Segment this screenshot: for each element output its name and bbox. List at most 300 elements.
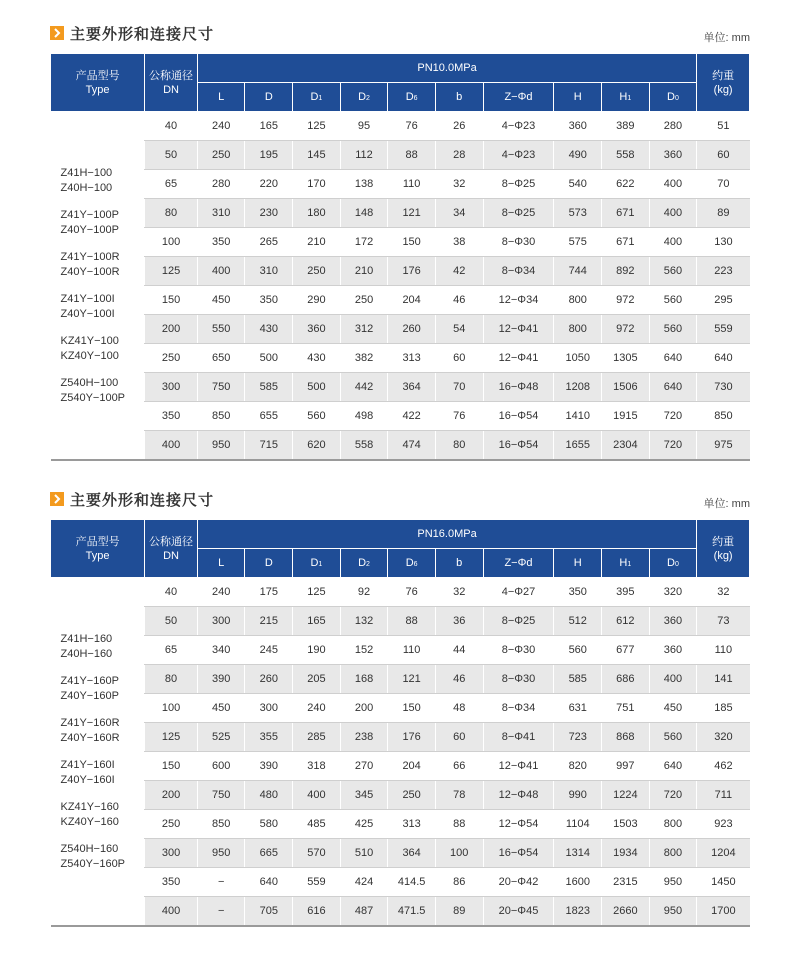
dimension-cell: 204 [388, 286, 436, 315]
dimension-cell: 285 [293, 723, 341, 752]
dimension-cell: 8−Φ30 [483, 636, 554, 665]
dimension-cell: 12−Φ54 [483, 810, 554, 839]
dimension-cell: 560 [649, 286, 697, 315]
type-model: Z40Y−100R [60, 265, 120, 278]
dimension-cell: 350 [554, 578, 602, 607]
dimension-cell: 88 [388, 141, 436, 170]
dimension-cell: 138 [340, 170, 388, 199]
dimension-cell: 70 [435, 373, 483, 402]
dimension-cell: 400 [649, 228, 697, 257]
dimension-cell: 20−Φ42 [483, 868, 554, 897]
dimension-cell: 750 [197, 781, 245, 810]
type-model: Z540Y−160P [60, 857, 126, 870]
dimension-cell: 723 [554, 723, 602, 752]
dimension-cell: 360 [649, 636, 697, 665]
dimension-cell: 28 [435, 141, 483, 170]
dimension-cell: 8−Φ41 [483, 723, 554, 752]
dimension-cell: 1208 [554, 373, 602, 402]
table-row [51, 723, 750, 752]
dimension-cell: 125 [293, 578, 341, 607]
dimension-cell: 318 [293, 752, 341, 781]
dimension-cell: 238 [340, 723, 388, 752]
type-model: Z41Y−100R [60, 250, 120, 263]
dimension-cell: 1305 [602, 344, 650, 373]
dimension-cell: 360 [649, 607, 697, 636]
dimension-cell: 78 [435, 781, 483, 810]
arrow-marker-icon [50, 492, 64, 506]
table-row [51, 868, 750, 897]
dn-cell: 65 [145, 170, 198, 199]
dimension-cell: 573 [554, 199, 602, 228]
dimension-cell: 800 [554, 315, 602, 344]
dimension-cell: 240 [293, 694, 341, 723]
dimension-cell: 400 [293, 781, 341, 810]
dimension-cell: 165 [245, 112, 293, 141]
type-group [61, 842, 145, 872]
dimension-cell: 558 [340, 431, 388, 461]
dimension-cell: 121 [388, 665, 436, 694]
dimension-cell: 260 [388, 315, 436, 344]
dimension-cell: 950 [197, 839, 245, 868]
column-header: b [435, 549, 483, 578]
dn-cell: 80 [145, 665, 198, 694]
pressure-header: PN10.0MPa [197, 54, 696, 83]
dimension-cell: 395 [602, 578, 650, 607]
dimension-cell: 950 [197, 431, 245, 461]
dimension-cell: 310 [245, 257, 293, 286]
dimension-cell: 559 [293, 868, 341, 897]
type-model: Z40Y−100P [60, 223, 119, 236]
dimension-cell: 686 [602, 665, 650, 694]
dimension-cell: 655 [245, 402, 293, 431]
dimension-cell: 195 [245, 141, 293, 170]
table-row [51, 373, 750, 402]
dimension-cell: 744 [554, 257, 602, 286]
dimension-cell: 86 [435, 868, 483, 897]
dimension-cell: 892 [602, 257, 650, 286]
dimension-cell: 76 [388, 112, 436, 141]
dimension-cell: 204 [388, 752, 436, 781]
type-group [61, 250, 145, 280]
dn-cell: 50 [145, 607, 198, 636]
dimension-cell: 4−Φ23 [483, 112, 554, 141]
weight-cell: 223 [697, 257, 750, 286]
dimension-cell: 250 [197, 141, 245, 170]
type-list-cell [51, 112, 145, 461]
dimension-cell: 54 [435, 315, 483, 344]
dimension-cell: 868 [602, 723, 650, 752]
dimension-cell: 471.5 [388, 897, 436, 927]
dimension-cell: 364 [388, 373, 436, 402]
table-row [51, 752, 750, 781]
dimension-cell: 705 [245, 897, 293, 927]
weight-cell: 711 [697, 781, 750, 810]
dimension-cell: 512 [554, 607, 602, 636]
dimension-cell: 665 [245, 839, 293, 868]
section-title-row [0, 466, 800, 516]
dimension-cell: 46 [435, 665, 483, 694]
dimension-cell: 414.5 [388, 868, 436, 897]
type-model: Z540H−160 [60, 842, 119, 855]
dimension-cell: 180 [293, 199, 341, 228]
dimension-cell: 800 [649, 839, 697, 868]
section-title: 主要外形和连接尺寸 [70, 26, 215, 43]
dn-cell: 300 [145, 373, 198, 402]
type-model: Z41H−100 [60, 166, 113, 179]
table-row [51, 228, 750, 257]
dn-cell: 200 [145, 781, 198, 810]
dimension-cell: 400 [649, 665, 697, 694]
dimension-cell: 640 [649, 752, 697, 781]
dimension-cell: 210 [293, 228, 341, 257]
dimension-cell: 42 [435, 257, 483, 286]
table-row [51, 665, 750, 694]
dn-cell: 400 [145, 431, 198, 461]
type-model: Z40Y−160P [60, 689, 119, 702]
dimension-cell: 230 [245, 199, 293, 228]
dimension-cell: 612 [602, 607, 650, 636]
type-list-cell [51, 578, 145, 927]
dimension-cell: 20−Φ45 [483, 897, 554, 927]
column-header: D6 [388, 549, 436, 578]
weight-cell: 1700 [697, 897, 750, 927]
dimension-cell: 38 [435, 228, 483, 257]
dimension-cell: 500 [293, 373, 341, 402]
dimension-cell: 4−Φ23 [483, 141, 554, 170]
table-row [51, 286, 750, 315]
dimension-cell: 12−Φ41 [483, 315, 554, 344]
dimension-cell: 320 [649, 578, 697, 607]
dimension-cell: 88 [435, 810, 483, 839]
column-header: H1 [602, 83, 650, 112]
dimension-cell: 580 [245, 810, 293, 839]
table-row [51, 402, 750, 431]
dimension-cell: 280 [197, 170, 245, 199]
dimension-cell: 450 [649, 694, 697, 723]
dimension-cell: 88 [388, 607, 436, 636]
column-header: Z−Φd [483, 549, 554, 578]
weight-cell: 89 [697, 199, 750, 228]
weight-cell: 70 [697, 170, 750, 199]
column-header: D0 [649, 83, 697, 112]
dimension-cell: 250 [293, 257, 341, 286]
dimension-cell: 250 [340, 286, 388, 315]
dimension-cell: 168 [340, 665, 388, 694]
type-group [61, 632, 145, 662]
dimension-cell: 300 [245, 694, 293, 723]
dimension-cell: 100 [435, 839, 483, 868]
dimension-cell: 2304 [602, 431, 650, 461]
dimension-cell: 16−Φ54 [483, 431, 554, 461]
dimension-cell: 474 [388, 431, 436, 461]
type-model: Z41Y−100I [60, 292, 115, 305]
dimension-cell: 450 [197, 694, 245, 723]
dimension-cell: 972 [602, 286, 650, 315]
type-model: KZ41Y−160 [60, 800, 119, 813]
dimension-cell: 400 [197, 257, 245, 286]
dimension-cell: 265 [245, 228, 293, 257]
table-row [51, 315, 750, 344]
table-row [51, 431, 750, 461]
dimension-cell: 751 [602, 694, 650, 723]
dimension-cell: 560 [554, 636, 602, 665]
dn-cell: 80 [145, 199, 198, 228]
spec-table [50, 53, 750, 461]
dimension-cell: 430 [293, 344, 341, 373]
type-group [61, 334, 145, 364]
weight-header: 约重 (kg) [697, 520, 750, 578]
type-model: Z41Y−100P [60, 208, 119, 221]
dimension-cell: 850 [197, 810, 245, 839]
table-row [51, 839, 750, 868]
dn-cell: 350 [145, 402, 198, 431]
weight-cell: 51 [697, 112, 750, 141]
dn-cell: 100 [145, 228, 198, 257]
dimension-cell: 1050 [554, 344, 602, 373]
unit-label: 单位: mm [703, 498, 750, 510]
column-header: D1 [293, 549, 341, 578]
dimension-cell: 1503 [602, 810, 650, 839]
spec-table [50, 519, 750, 927]
type-header: 产品型号 Type [51, 54, 145, 112]
dimension-cell: 148 [340, 199, 388, 228]
dimension-cell: 313 [388, 810, 436, 839]
dimension-cell: 1934 [602, 839, 650, 868]
dn-header: 公称通径 DN [145, 54, 198, 112]
dimension-cell: 350 [245, 286, 293, 315]
dimension-cell: 677 [602, 636, 650, 665]
dimension-cell: 950 [649, 897, 697, 927]
dimension-cell: 12−Φ34 [483, 286, 554, 315]
dimension-cell: 44 [435, 636, 483, 665]
dimension-cell: 350 [197, 228, 245, 257]
type-group [61, 376, 145, 406]
table-row [51, 141, 750, 170]
weight-cell: 1450 [697, 868, 750, 897]
dimension-cell: 400 [649, 199, 697, 228]
dimension-cell: 190 [293, 636, 341, 665]
weight-cell: 320 [697, 723, 750, 752]
pressure-header: PN16.0MPa [197, 520, 696, 549]
dimension-cell: 46 [435, 286, 483, 315]
table-row [51, 578, 750, 607]
dimension-cell: 950 [649, 868, 697, 897]
dimension-cell: 620 [293, 431, 341, 461]
dimension-cell: 800 [554, 286, 602, 315]
unit-label: 单位: mm [703, 32, 750, 44]
dimension-cell: 640 [245, 868, 293, 897]
weight-cell: 141 [697, 665, 750, 694]
dimension-cell: 972 [602, 315, 650, 344]
type-model: Z40H−100 [60, 181, 113, 194]
dimension-cell: 340 [197, 636, 245, 665]
table-row [51, 607, 750, 636]
dimension-cell: 631 [554, 694, 602, 723]
dimension-cell: 1915 [602, 402, 650, 431]
dimension-cell: 430 [245, 315, 293, 344]
dimension-cell: 2315 [602, 868, 650, 897]
dimension-cell: 76 [388, 578, 436, 607]
dimension-cell: 720 [649, 431, 697, 461]
column-header: H [554, 549, 602, 578]
dn-header: 公称通径 DN [145, 520, 198, 578]
dimension-cell: 176 [388, 723, 436, 752]
type-model: Z540Y−100P [60, 391, 126, 404]
dimension-cell: 215 [245, 607, 293, 636]
dimension-cell: 1224 [602, 781, 650, 810]
table-row [51, 257, 750, 286]
dimension-cell: 112 [340, 141, 388, 170]
dimension-cell: 165 [293, 607, 341, 636]
column-header: D [245, 549, 293, 578]
section-title-row [0, 0, 800, 50]
dn-cell: 150 [145, 286, 198, 315]
type-model: KZ40Y−100 [60, 349, 119, 362]
dimension-cell: 510 [340, 839, 388, 868]
dimension-cell: 500 [245, 344, 293, 373]
dimension-cell: 32 [435, 170, 483, 199]
dimension-cell: 300 [197, 607, 245, 636]
column-header: D2 [340, 83, 388, 112]
dimension-cell: 560 [649, 723, 697, 752]
dimension-cell: 360 [649, 141, 697, 170]
dimension-cell: 800 [649, 810, 697, 839]
dimension-cell: 425 [340, 810, 388, 839]
dimension-cell: 750 [197, 373, 245, 402]
dimension-cell: 560 [293, 402, 341, 431]
dimension-cell: 490 [554, 141, 602, 170]
weight-cell: 32 [697, 578, 750, 607]
type-model: Z41Y−160R [60, 716, 120, 729]
column-header: b [435, 83, 483, 112]
dimension-cell: 1823 [554, 897, 602, 927]
dimension-cell: 170 [293, 170, 341, 199]
dimension-cell: 76 [435, 402, 483, 431]
column-header: D2 [340, 549, 388, 578]
weight-cell: 130 [697, 228, 750, 257]
weight-cell: 462 [697, 752, 750, 781]
dimension-cell: 4−Φ27 [483, 578, 554, 607]
type-group [61, 166, 145, 196]
type-model: Z40H−160 [60, 647, 113, 660]
dimension-cell: 16−Φ48 [483, 373, 554, 402]
dimension-cell: 145 [293, 141, 341, 170]
dimension-cell: 360 [293, 315, 341, 344]
dimension-cell: 1314 [554, 839, 602, 868]
dn-cell: 350 [145, 868, 198, 897]
dimension-cell: 312 [340, 315, 388, 344]
dimension-cell: 32 [435, 578, 483, 607]
dimension-cell: 175 [245, 578, 293, 607]
weight-cell: 640 [697, 344, 750, 373]
type-model: Z41Y−160P [60, 674, 119, 687]
dimension-cell: 622 [602, 170, 650, 199]
dimension-cell: 570 [293, 839, 341, 868]
dimension-cell: 89 [435, 897, 483, 927]
dimension-cell: 313 [388, 344, 436, 373]
dimension-cell: 210 [340, 257, 388, 286]
dimension-cell: 60 [435, 723, 483, 752]
type-model: Z41Y−160I [60, 758, 115, 771]
dimension-cell: 1506 [602, 373, 650, 402]
dn-cell: 250 [145, 344, 198, 373]
dimension-cell: 132 [340, 607, 388, 636]
dimension-cell: 310 [197, 199, 245, 228]
dimension-cell: 176 [388, 257, 436, 286]
table-row [51, 112, 750, 141]
dimension-cell: 12−Φ48 [483, 781, 554, 810]
dimension-cell: 850 [197, 402, 245, 431]
dimension-cell: 152 [340, 636, 388, 665]
column-header: D1 [293, 83, 341, 112]
table-row [51, 199, 750, 228]
table-row [51, 781, 750, 810]
section-title: 主要外形和连接尺寸 [70, 492, 215, 509]
weight-cell: 850 [697, 402, 750, 431]
weight-cell: 73 [697, 607, 750, 636]
dn-cell: 125 [145, 257, 198, 286]
column-header: L [197, 549, 245, 578]
dimension-cell: 172 [340, 228, 388, 257]
table-row [51, 694, 750, 723]
dimension-cell: 450 [197, 286, 245, 315]
type-model: Z540H−100 [60, 376, 119, 389]
dimension-cell: 990 [554, 781, 602, 810]
weight-cell: 295 [697, 286, 750, 315]
dimension-cell: 540 [554, 170, 602, 199]
type-model: Z40Y−160I [60, 773, 115, 786]
dimension-cell: 26 [435, 112, 483, 141]
dn-cell: 50 [145, 141, 198, 170]
dimension-cell: 560 [649, 257, 697, 286]
table-row [51, 810, 750, 839]
weight-cell: 1204 [697, 839, 750, 868]
type-group [61, 674, 145, 704]
dn-cell: 250 [145, 810, 198, 839]
column-header: H [554, 83, 602, 112]
dimension-cell: 95 [340, 112, 388, 141]
dimension-cell: 498 [340, 402, 388, 431]
dimension-cell: − [197, 897, 245, 927]
dimension-cell: 12−Φ41 [483, 752, 554, 781]
dn-cell: 40 [145, 112, 198, 141]
dimension-cell: 422 [388, 402, 436, 431]
table-row [51, 170, 750, 199]
dimension-cell: 34 [435, 199, 483, 228]
type-model: Z40Y−160R [60, 731, 120, 744]
dimension-cell: 12−Φ41 [483, 344, 554, 373]
dimension-cell: 150 [388, 694, 436, 723]
dimension-cell: 8−Φ30 [483, 228, 554, 257]
dimension-cell: 485 [293, 810, 341, 839]
dimension-cell: 80 [435, 431, 483, 461]
dimension-cell: 600 [197, 752, 245, 781]
dimension-cell: 200 [340, 694, 388, 723]
dimension-cell: 558 [602, 141, 650, 170]
table-row [51, 344, 750, 373]
dimension-cell: 480 [245, 781, 293, 810]
dimension-cell: 150 [388, 228, 436, 257]
column-header: D0 [649, 549, 697, 578]
weight-header: 约重 (kg) [697, 54, 750, 112]
dimension-cell: 110 [388, 636, 436, 665]
dimension-cell: 390 [197, 665, 245, 694]
dimension-cell: 16−Φ54 [483, 839, 554, 868]
table-row [51, 636, 750, 665]
type-group [61, 292, 145, 322]
dimension-cell: 1104 [554, 810, 602, 839]
dn-cell: 400 [145, 897, 198, 927]
